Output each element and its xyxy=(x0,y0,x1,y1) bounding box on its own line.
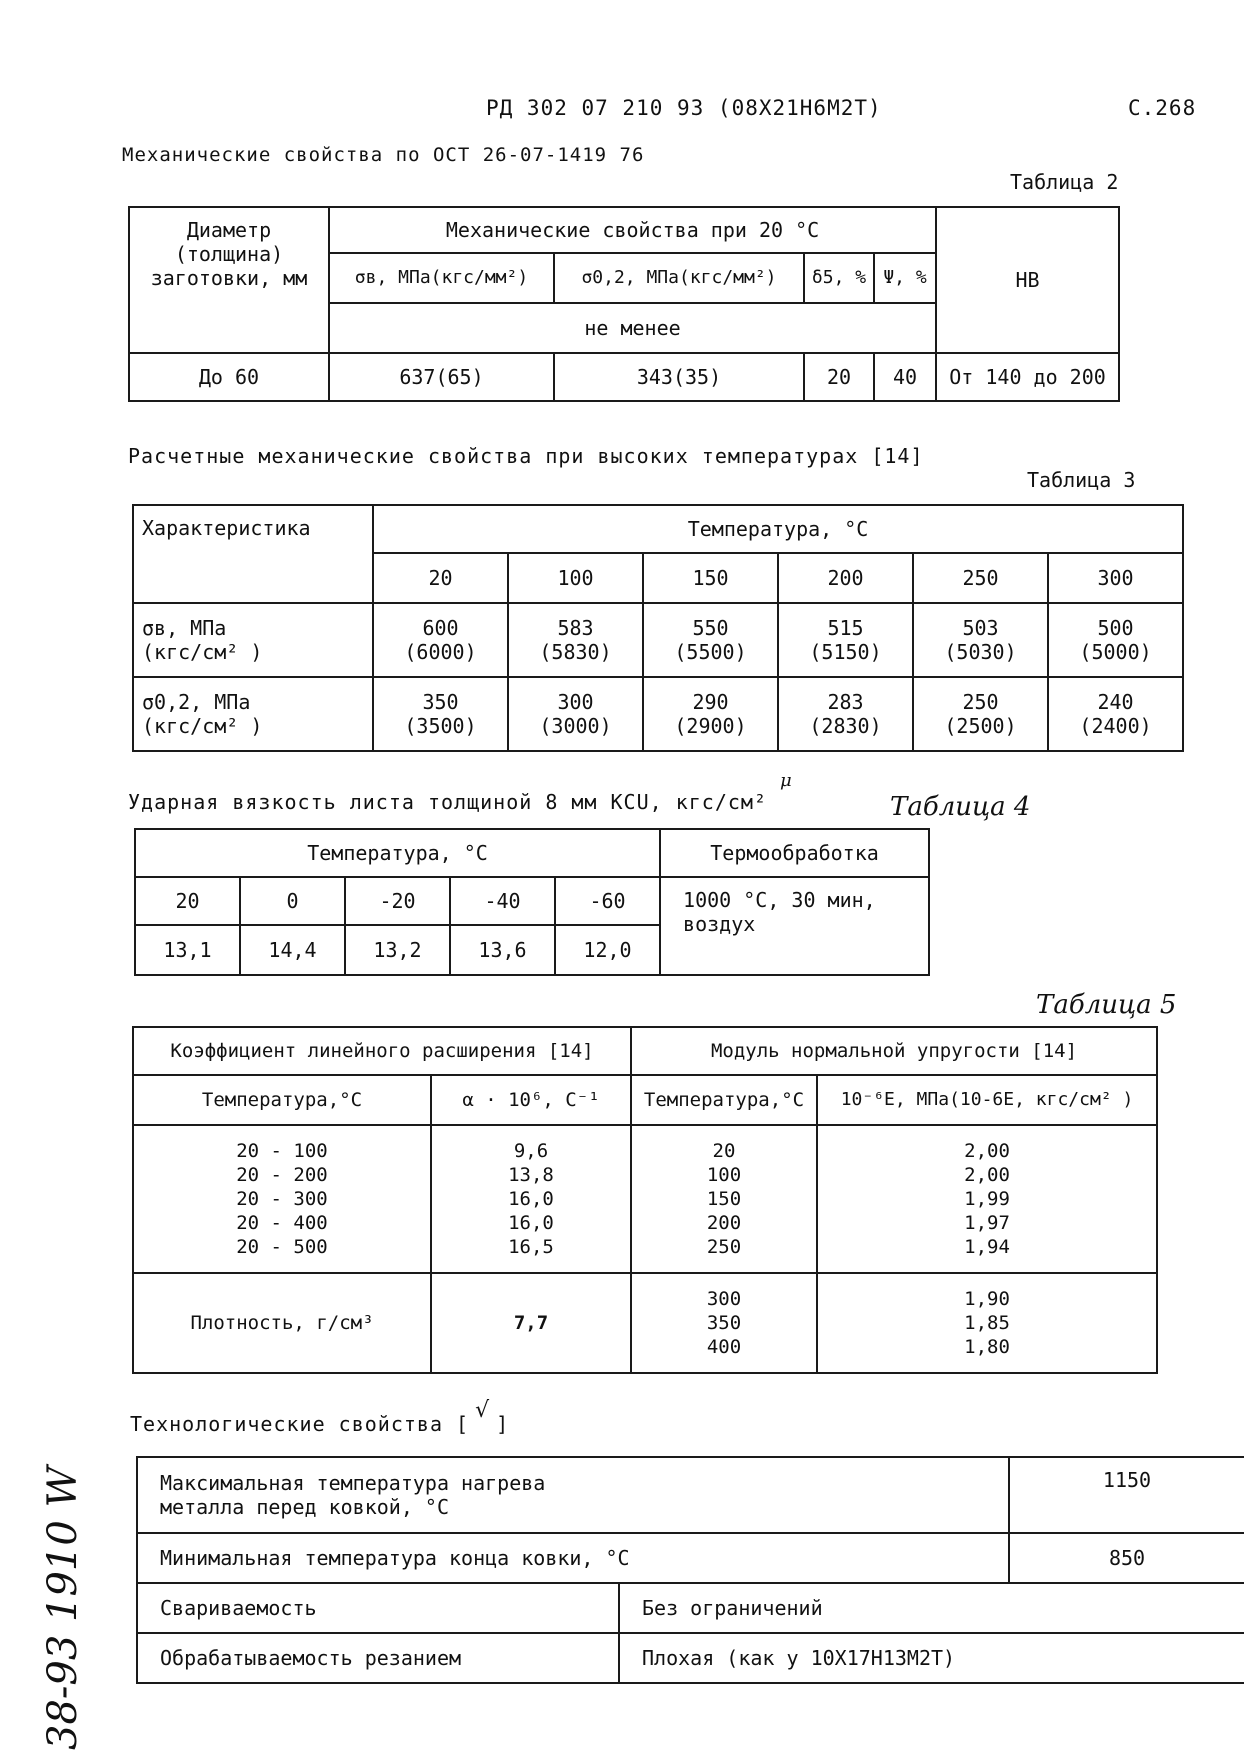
table5 xyxy=(132,1026,1158,1374)
table2-label: Таблица 2 xyxy=(1010,170,1119,194)
table3-temp: 150 xyxy=(643,553,778,603)
table-cell: 637(65) xyxy=(329,353,554,401)
table4-temp: -20 xyxy=(345,877,450,925)
table-cell: 583 (5830) xyxy=(508,603,643,677)
table2-caption: Механические свойства по ОСТ 26-07-1419 76 xyxy=(122,144,645,166)
table-row xyxy=(137,1583,1244,1633)
table6-caption-end: ] xyxy=(496,1412,510,1436)
table2 xyxy=(128,206,1120,402)
table-cell: 250 (2500) xyxy=(913,677,1048,751)
table-row xyxy=(133,603,1183,677)
table2-col-sigma-02: σ0,2, МПа(кгс/мм²) xyxy=(554,253,804,303)
table-cell: До 60 xyxy=(129,353,329,401)
table6-row-value: 1150 xyxy=(1009,1457,1244,1533)
table5-mod-values: 2,00 2,00 1,99 1,97 1,94 xyxy=(817,1125,1157,1273)
table-cell: 515 (5150) xyxy=(778,603,913,677)
table3-caption: Расчетные механические свойства при высоких температурах [14] xyxy=(128,444,924,468)
table-cell: 350 (3500) xyxy=(373,677,508,751)
table5-mod-temps: 20 100 150 200 250 xyxy=(631,1125,817,1273)
table5-exp-values: 9,6 13,8 16,0 16,0 16,5 xyxy=(431,1125,631,1273)
table4 xyxy=(134,828,930,976)
table6 xyxy=(136,1456,1244,1684)
table3-temp: 300 xyxy=(1048,553,1183,603)
table-cell: 290 (2900) xyxy=(643,677,778,751)
table4-temp: -60 xyxy=(555,877,660,925)
table2-col-diameter: Диаметр (толщина) заготовки, мм xyxy=(129,207,329,353)
table-cell: 600 (6000) xyxy=(373,603,508,677)
table5-sub-temp2: Температура,°С xyxy=(631,1075,817,1125)
table-cell: 13,2 xyxy=(345,925,450,975)
table-cell: 13,6 xyxy=(450,925,555,975)
table6-row-name: Обрабатываемость резанием xyxy=(137,1633,619,1683)
table2-col-delta: δ5, % xyxy=(804,253,874,303)
table3-temp: 200 xyxy=(778,553,913,603)
table6-caption xyxy=(130,1398,510,1437)
document-code: РД 302 07 210 93 (08Х21Н6М2Т) xyxy=(486,96,882,120)
table6-row-value: Плохая (как у 10Х17Н13М2Т) xyxy=(619,1633,1244,1683)
table3-row-name: σ0,2, МПа (кгс/см² ) xyxy=(133,677,373,751)
table4-temp: 20 xyxy=(135,877,240,925)
table-row xyxy=(137,1633,1244,1683)
table5-sub-e: 10⁻⁶Е, МПа(10-6Е, кгс/см² ) xyxy=(817,1075,1157,1125)
table6-caption-text: Технологические свойства [ xyxy=(130,1412,470,1436)
table-cell: 300 (3000) xyxy=(508,677,643,751)
table4-col-temp: Температура, °С xyxy=(135,829,660,877)
table5-exp-ranges: 20 - 100 20 - 200 20 - 300 20 - 400 20 - 500 xyxy=(133,1125,431,1273)
table3-row-name: σв, МПа (кгс/см² ) xyxy=(133,603,373,677)
table2-col-sigma-b: σв, МПа(кгс/мм²) xyxy=(329,253,554,303)
table5-col-expansion: Коэффициент линейного расширения [14] xyxy=(133,1027,631,1075)
table5-sub-temp1: Температура,°С xyxy=(133,1075,431,1125)
table4-heat: 1000 °С, 30 мин, воздух xyxy=(660,877,929,975)
table4-label: Таблица 4 xyxy=(890,792,1031,822)
table2-col-psi: Ψ, % xyxy=(874,253,936,303)
table4-caption: Ударная вязкость листа толщиной 8 мм КСU, кгс/см² xyxy=(128,790,768,814)
table3 xyxy=(132,504,1184,752)
table-cell: 343(35) xyxy=(554,353,804,401)
table5-col-modulus: Модуль нормальной упругости [14] xyxy=(631,1027,1157,1075)
table5-label: Таблица 5 xyxy=(1036,990,1177,1020)
table-cell: 14,4 xyxy=(240,925,345,975)
table4-col-heat: Термообработка xyxy=(660,829,929,877)
table5-mod-values: 1,90 1,85 1,80 xyxy=(817,1273,1157,1373)
table4-temp: 0 xyxy=(240,877,345,925)
table4-temp: -40 xyxy=(450,877,555,925)
table2-col-hb: НВ xyxy=(936,207,1119,353)
table-cell: 500 (5000) xyxy=(1048,603,1183,677)
table-row xyxy=(137,1457,1244,1533)
table5-sub-alpha: α · 10⁶, С⁻¹ xyxy=(431,1075,631,1125)
table6-row-value: 850 xyxy=(1009,1533,1244,1583)
table3-label: Таблица 3 xyxy=(1027,468,1136,492)
checkmark-icon: √ xyxy=(475,1398,491,1423)
table-row xyxy=(133,677,1183,751)
table-cell: 13,1 xyxy=(135,925,240,975)
table5-density-label: Плотность, г/см³ xyxy=(133,1273,431,1373)
table3-col-temp: Температура, °С xyxy=(373,505,1183,553)
table3-temp: 250 xyxy=(913,553,1048,603)
table2-note: не менее xyxy=(329,303,936,353)
table-row xyxy=(137,1533,1244,1583)
table-cell: От 140 до 200 xyxy=(936,353,1119,401)
table-cell: 503 (5030) xyxy=(913,603,1048,677)
table5-mod-temps: 300 350 400 xyxy=(631,1273,817,1373)
table-cell: 240 (2400) xyxy=(1048,677,1183,751)
margin-signature: 38-93 1910 W xyxy=(40,1466,86,1750)
table6-row-name: Свариваемость xyxy=(137,1583,619,1633)
table3-temp: 100 xyxy=(508,553,643,603)
table6-row-name: Минимальная температура конца ковки, °С xyxy=(137,1533,1009,1583)
table6-row-value: Без ограничений xyxy=(619,1583,1244,1633)
table2-col-group: Механические свойства при 20 °С xyxy=(329,207,936,253)
page-number: С.268 xyxy=(1128,96,1197,120)
table-cell: 283 (2830) xyxy=(778,677,913,751)
table6-row-name: Максимальная температура нагрева металла перед ковкой, °С xyxy=(137,1457,1009,1533)
table-cell: 12,0 xyxy=(555,925,660,975)
table4-caption-mark: μ xyxy=(780,770,792,791)
table-cell: 550 (5500) xyxy=(643,603,778,677)
table3-col-char: Характеристика xyxy=(133,505,373,603)
table-cell: 40 xyxy=(874,353,936,401)
table-cell: 20 xyxy=(804,353,874,401)
table5-density-value: 7,7 xyxy=(431,1273,631,1373)
table3-temp: 20 xyxy=(373,553,508,603)
